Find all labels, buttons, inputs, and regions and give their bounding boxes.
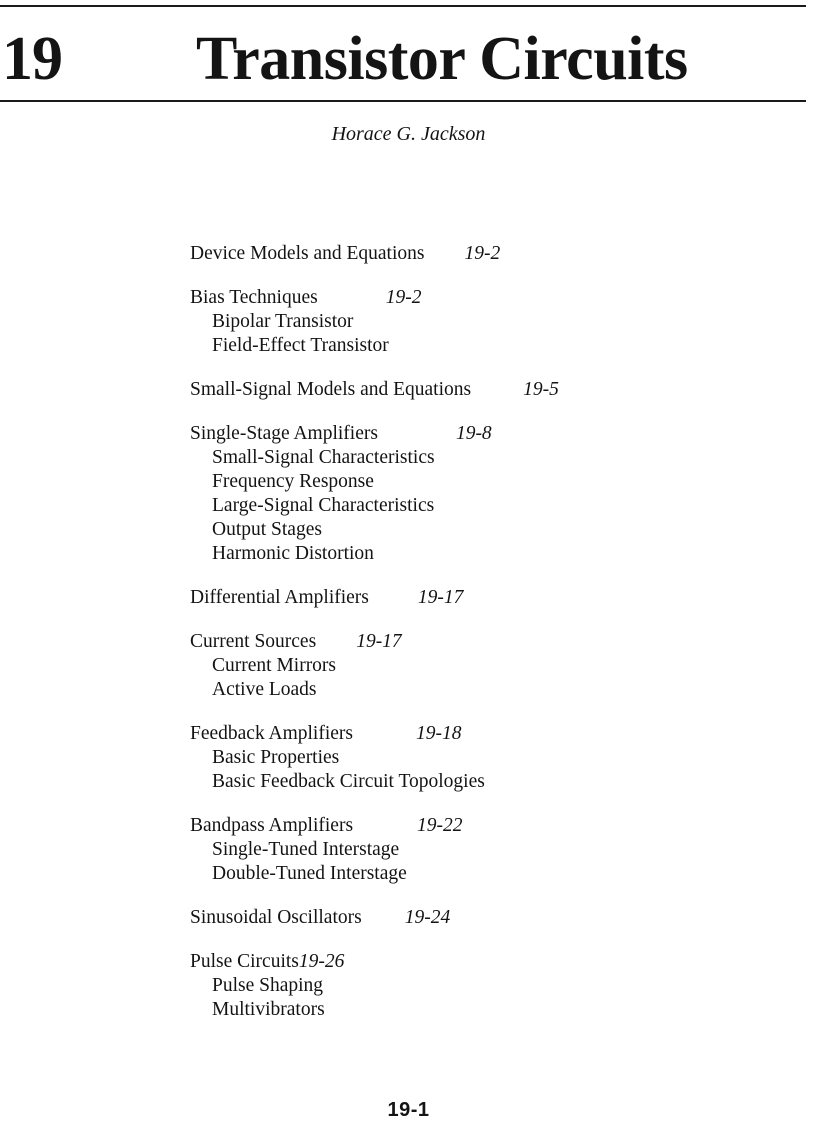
toc-entry-title: Sinusoidal Oscillators [190, 907, 362, 928]
toc-entry-title: Feedback Amplifiers [190, 723, 353, 744]
toc-subentry: Frequency Response [212, 471, 374, 492]
toc-subentries [212, 746, 790, 794]
toc-entry-page: 19-2 [385, 287, 422, 308]
toc-subentry: Active Loads [212, 679, 317, 700]
toc-entry [190, 242, 790, 266]
toc-section [190, 586, 790, 610]
toc-entry-page: 19-26 [298, 951, 345, 972]
toc-subentry: Output Stages [212, 519, 322, 540]
toc-entry [190, 906, 790, 930]
toc-subentries [212, 974, 790, 1022]
toc-section [190, 630, 790, 702]
toc-subentries [212, 310, 790, 358]
toc-entry [190, 630, 790, 654]
toc-entry-page: 19-22 [417, 815, 463, 836]
table-of-contents [190, 242, 790, 1042]
toc-entry-title: Device Models and Equations [190, 243, 425, 264]
toc-entry [190, 378, 790, 402]
toc-entry-page: 19-18 [416, 723, 462, 744]
toc-entry-page: 19-24 [404, 907, 451, 928]
toc-subentry: Basic Feedback Circuit Topologies [212, 771, 485, 792]
toc-entry-page: 19-5 [523, 379, 559, 400]
toc-subentry: Harmonic Distortion [212, 543, 374, 564]
toc-entry [190, 422, 790, 446]
bottom-rule [0, 100, 806, 102]
toc-section [190, 906, 790, 930]
toc-subentry: Small-Signal Characteristics [212, 447, 435, 468]
toc-entry [190, 286, 790, 310]
toc-entry [190, 586, 790, 610]
toc-subentry: Current Mirrors [212, 655, 337, 676]
toc-entry-title: Bandpass Amplifiers [190, 815, 354, 836]
toc-subentry: Pulse Shaping [212, 975, 324, 996]
toc-entry [190, 950, 790, 974]
toc-section [190, 286, 790, 358]
toc-entry-title: Differential Amplifiers [190, 587, 369, 608]
toc-subentry: Large-Signal Characteristics [212, 495, 435, 516]
chapter-title: Transistor Circuits [196, 25, 688, 93]
toc-entry-page: 19-8 [455, 423, 492, 444]
toc-subentries [212, 446, 790, 566]
toc-section [190, 422, 790, 566]
author-name: Horace G. Jackson [331, 123, 486, 145]
toc-entry-title: Single-Stage Amplifiers [190, 423, 378, 444]
toc-entry [190, 722, 790, 746]
toc-subentry: Single-Tuned Interstage [212, 839, 400, 860]
toc-subentry: Basic Properties [212, 747, 340, 768]
toc-entry-title: Pulse Circuits [190, 951, 299, 972]
toc-section [190, 242, 790, 266]
toc-section [190, 814, 790, 886]
toc-entry-title: Small-Signal Models and Equations [190, 379, 472, 400]
toc-subentry: Multivibrators [212, 999, 325, 1020]
toc-subentries [212, 838, 790, 886]
toc-section [190, 950, 790, 1022]
toc-entry [190, 814, 790, 838]
toc-entry-page: 19-2 [464, 243, 501, 264]
top-rule [0, 5, 806, 7]
toc-subentry: Bipolar Transistor [212, 311, 354, 332]
chapter-number: 19 [2, 25, 62, 93]
toc-entry-page: 19-17 [417, 587, 464, 608]
toc-subentry: Double-Tuned Interstage [212, 863, 407, 884]
page-folio: 19-1 [387, 1099, 430, 1121]
toc-section [190, 378, 790, 402]
toc-entry-title: Bias Techniques [190, 287, 318, 308]
toc-entry-page: 19-17 [356, 631, 402, 652]
toc-subentries [212, 654, 790, 702]
toc-section [190, 722, 790, 794]
toc-entry-title: Current Sources [190, 631, 317, 652]
toc-subentry: Field-Effect Transistor [212, 335, 389, 356]
